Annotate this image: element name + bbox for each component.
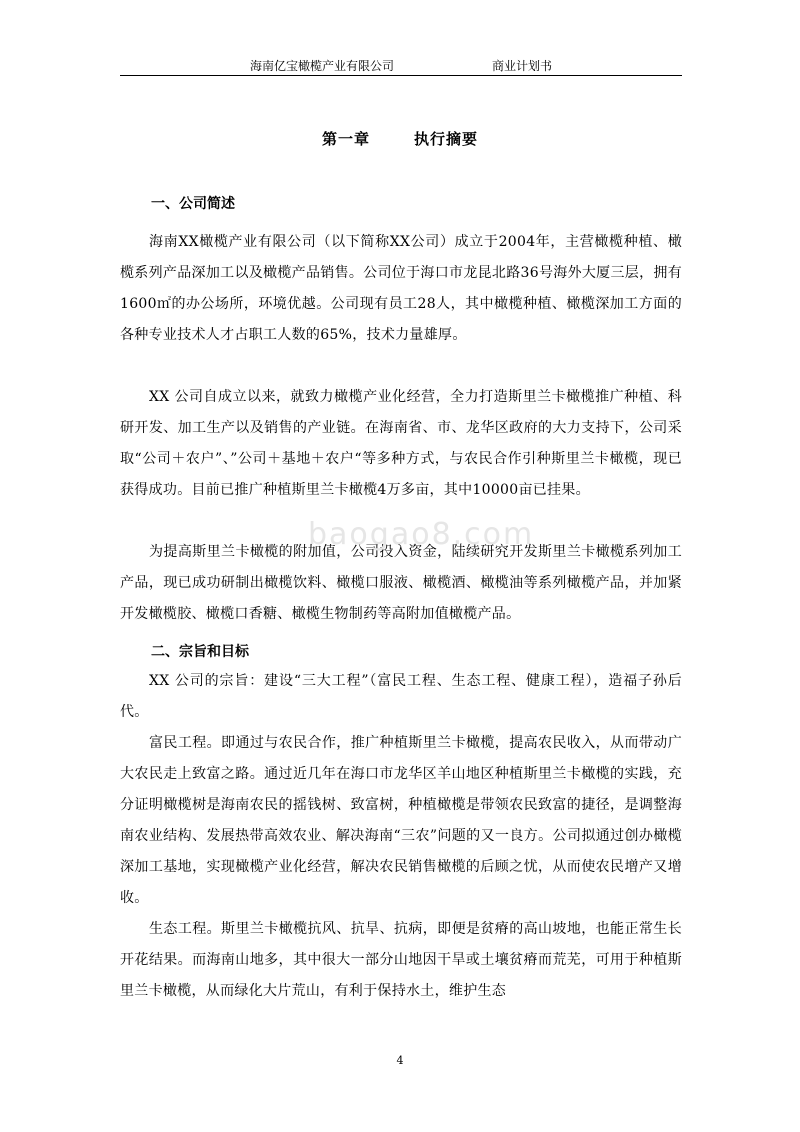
- paragraph: XX 公司的宗旨：建设“三大工程”（富民工程、生态工程、健康工程），造福子孙后代。: [120, 673, 682, 720]
- page-number: 4: [396, 1054, 404, 1067]
- paragraph: 生态工程。斯里兰卡橄榄抗风、抗旱、抗病，即便是贫瘠的高山坡地，也能正常生长开花结果。而海南山地多，其中很大一部分山地因干旱或土壤贫瘠而荒芜，可用于种植斯里兰卡橄榄，从而绿化大片荒山，有利于保持水土，维护生态: [120, 921, 682, 999]
- section-heading-mission-goals: 二、宗旨和目标: [151, 644, 249, 660]
- header-company-name: 海南亿宝橄榄产业有限公司: [250, 59, 395, 73]
- section-heading-company-overview: 一、公司简述: [151, 196, 235, 212]
- paragraph: 海南XX橄榄产业有限公司（以下简称XX公司）成立于2004年，主营橄榄种植、橄榄系列产品深加工以及橄榄产品销售。公司位于海口市龙昆北路36号海外大厦三层，拥有1600㎡的办公场所，环境优越。公司现有员工28人，其中橄榄种植、橄榄深加工方面的各种专业技术人才占职工人数的65%，技术力量雄厚。: [120, 234, 682, 343]
- header-document-type: 商业计划书: [492, 59, 553, 73]
- paragraph: 富民工程。即通过与农民合作，推广种植斯里兰卡橄榄，提高农民收入，从而带动广大农民走上致富之路。通过近几年在海口市龙华区羊山地区种植斯里兰卡橄榄的实践，充分证明橄榄树是海南农民的摇钱树、致富树，种植橄榄是带领农民致富的捷径，是调整海南农业结构、发展热带高效农业、解决海南“三农”问题的又一良方。公司拟通过创办橄榄深加工基地，实现橄榄产业化经营，解决农民销售橄榄的后顾之忧，从而使农民增产又增收。: [120, 735, 682, 906]
- page-header: [120, 53, 682, 76]
- chapter-title: [0, 128, 800, 149]
- paragraph: 为提高斯里兰卡橄榄的附加值，公司投入资金，陆续研究开发斯里兰卡橄榄系列加工产品，现已成功研制出橄榄饮料、橄榄口服液、橄榄酒、橄榄油等系列橄榄产品，并加紧开发橄榄胶、橄榄口香糖、橄榄生物制药等高附加值橄榄产品。: [120, 544, 682, 622]
- paragraph: XX 公司自成立以来，就致力橄榄产业化经营，全力打造斯里兰卡橄榄推广种植、科研开发、加工生产以及销售的产业链。在海南省、市、龙华区政府的大力支持下，公司采取“公司＋农户”、”公司＋基地＋农户“等多种方式，与农民合作引种斯里兰卡橄榄，现已获得成功。目前已推广种植斯里兰卡橄榄4万多亩，其中10000亩已挂果。: [120, 389, 682, 498]
- chapter-number: 第一章: [321, 130, 370, 148]
- watermark: baogao8.com: [308, 517, 535, 552]
- chapter-name: 执行摘要: [414, 130, 479, 148]
